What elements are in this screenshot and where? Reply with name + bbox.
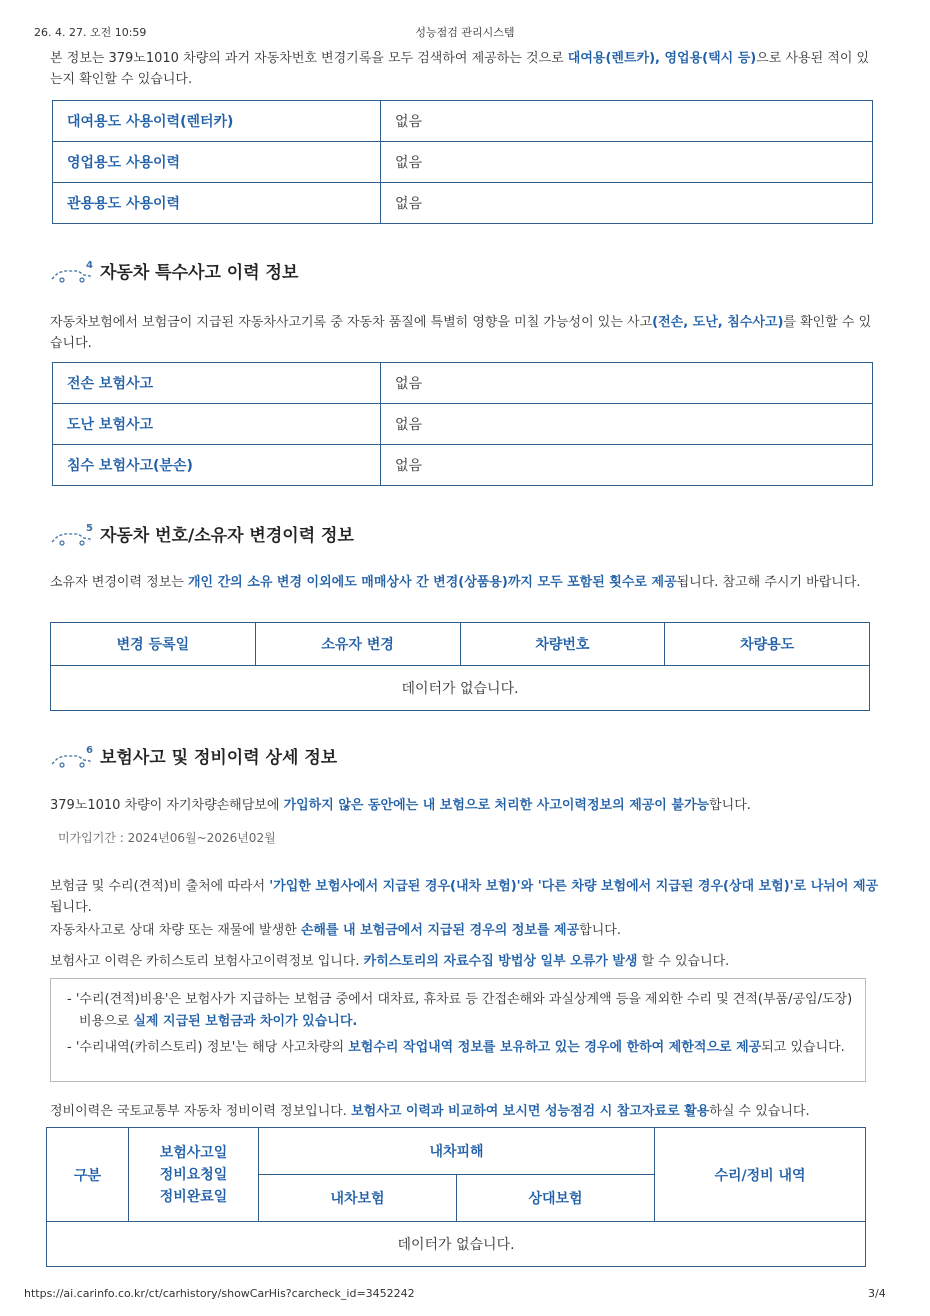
section-4-highlight: (전손, 도난, 침수사고) (652, 315, 784, 330)
section-6-text-end: 합니다. (709, 798, 751, 813)
section-5-title (50, 521, 354, 546)
section-4-paragraph (50, 312, 880, 354)
column-header-damage: 내차피해 (259, 1128, 655, 1175)
section-4-text-end: 를 확인할 수 있습니다. (50, 315, 872, 351)
third-party-paragraph (50, 920, 880, 941)
car-outline-icon (50, 522, 94, 546)
notice-highlight: 보험수리 작업내역 정보를 보유하고 있는 경우에 한하여 제한적으로 제공 (348, 1040, 762, 1055)
source-text-end: 됩니다. (50, 900, 92, 915)
date-label: 보험사고일 (159, 1144, 228, 1161)
notice-highlight: 실제 지급된 보험금과 차이가 있습니다. (133, 1014, 358, 1029)
section-6-highlight: 가입하지 않은 동안에는 내 보험으로 처리한 사고이력정보의 제공이 불가능 (283, 798, 710, 813)
row-label: 관용용도 사용이력 (53, 183, 381, 224)
car-outline-icon (50, 744, 94, 768)
table-header-row (47, 1128, 866, 1175)
notice-text-end: 되고 있습니다. (761, 1040, 845, 1055)
section-5-highlight: 개인 간의 소유 변경 이외에도 매매상사 간 변경(상품용)까지 모두 포함된 횟수로 제공 (187, 575, 677, 590)
table-row (53, 363, 873, 404)
column-header-dates (129, 1128, 259, 1222)
table-header-row (51, 623, 870, 666)
notice-text: - '수리(견적)비용'은 보험사가 지급하는 보험금 중에서 대차료, 휴차료 등 간접손해와 과실상계액 등을 제외한 수리 및 견적(부품/공임/도장) 비용으로 (67, 992, 853, 1029)
uninsured-period: 미가입기간 : 2024년06월~2026년02월 (58, 831, 276, 845)
section-5-text: 소유자 변경이력 정보는 (50, 575, 188, 590)
row-label: 영업용도 사용이력 (53, 142, 381, 183)
section-heading: 자동차 특수사고 이력 정보 (100, 263, 299, 283)
page-url: https://ai.carinfo.co.kr/ct/carhistory/showCarHis?carcheck_id=3452242 (24, 1287, 415, 1300)
row-value: 없음 (381, 142, 873, 183)
row-value: 없음 (381, 363, 873, 404)
insurance-source-paragraph (50, 876, 880, 918)
print-datetime: 26. 4. 27. 오전 10:59 (34, 26, 147, 39)
column-header: 차량용도 (665, 623, 870, 666)
source-highlight: '가입한 보험사에서 지급된 경우(내차 보험)'와 '다른 차량 보험에서 지급된 경우(상대 보험)'로 나뉘어 제공 (269, 879, 879, 894)
date-label: 정비완료일 (159, 1188, 228, 1205)
section-4-text: 자동차보험에서 보험금이 지급된 자동차사고기록 중 자동차 품질에 특별히 영향을 미칠 가능성이 있는 사고 (50, 315, 653, 330)
notice-box (50, 978, 866, 1082)
row-value: 없음 (381, 183, 873, 224)
section-number: 5 (86, 522, 93, 534)
maintenance-text-end: 하실 수 있습니다. (709, 1104, 810, 1119)
table-row (53, 183, 873, 224)
column-header-own: 내차보험 (259, 1175, 457, 1222)
table-row (53, 101, 873, 142)
intro-text-end: 으로 사용된 적이 있는지 확인할 수 있습니다. (50, 51, 870, 87)
page-header-title: 성능점검 관리시스템 (415, 26, 515, 39)
third-party-highlight: 손해를 내 보험금에서 지급된 경우의 정보를 제공 (300, 923, 580, 938)
table-row (53, 142, 873, 183)
empty-message: 데이터가 없습니다. (51, 666, 870, 711)
table-row (51, 666, 870, 711)
section-number: 4 (86, 259, 93, 271)
page-number: 3/4 (868, 1287, 886, 1300)
table-row (53, 445, 873, 486)
carhistory-text: 보험사고 이력은 카히스토리 보험사고이력정보 입니다. (50, 954, 364, 969)
carhistory-highlight: 카히스토리의 자료수집 방법상 일부 오류가 발생 (363, 954, 638, 969)
special-accident-table (52, 362, 873, 486)
table-row (47, 1222, 866, 1267)
row-label: 대여용도 사용이력(렌터카) (53, 101, 381, 142)
source-text: 보험금 및 수리(견적)비 출처에 따라서 (50, 879, 270, 894)
notice-item (63, 989, 855, 1033)
third-party-text: 자동차사고로 상대 차량 또는 재물에 발생한 (50, 923, 301, 938)
column-header: 소유자 변경 (255, 623, 460, 666)
maintenance-paragraph (50, 1101, 890, 1122)
column-header: 변경 등록일 (51, 623, 256, 666)
maintenance-highlight: 보험사고 이력과 비교하여 보시면 성능점검 시 참고자료로 활용 (351, 1104, 710, 1119)
section-4-title (50, 258, 298, 283)
row-label: 도난 보험사고 (53, 404, 381, 445)
section-5-paragraph (50, 572, 880, 593)
carhistory-paragraph (50, 951, 880, 972)
section-6-paragraph (50, 795, 880, 816)
maintenance-text: 정비이력은 국토교통부 자동차 정비이력 정보입니다. (50, 1104, 352, 1119)
notice-text: - '수리내역(카히스토리) 정보'는 해당 사고차량의 (67, 1040, 349, 1055)
section-heading: 보험사고 및 정비이력 상세 정보 (100, 748, 338, 768)
row-value: 없음 (381, 404, 873, 445)
row-value: 없음 (381, 101, 873, 142)
row-label: 전손 보험사고 (53, 363, 381, 404)
row-label: 침수 보험사고(분손) (53, 445, 381, 486)
column-header: 차량번호 (460, 623, 665, 666)
accident-maintenance-table (46, 1127, 866, 1267)
usage-history-table (52, 100, 873, 224)
table-row (53, 404, 873, 445)
intro-highlight: 대여용(렌트카), 영업용(택시 등) (567, 51, 757, 66)
section-5-text-end: 됩니다. 참고해 주시기 바랍니다. (676, 575, 861, 590)
intro-paragraph (50, 48, 880, 90)
notice-item (63, 1037, 855, 1059)
column-header-repair: 수리/정비 내역 (655, 1128, 866, 1222)
car-outline-icon (50, 259, 94, 283)
intro-text: 본 정보는 379노1010 차량의 과거 자동차번호 변경기록을 모두 검색하여 제공하는 것으로 (50, 51, 568, 66)
third-party-text-end: 합니다. (579, 923, 621, 938)
carhistory-text-end: 할 수 있습니다. (637, 954, 730, 969)
date-label: 정비요청일 (159, 1166, 228, 1183)
column-header-other: 상대보험 (457, 1175, 655, 1222)
section-6-title (50, 743, 337, 768)
column-header-gubun: 구분 (47, 1128, 129, 1222)
empty-message: 데이터가 없습니다. (47, 1222, 866, 1267)
section-6-text: 379노1010 차량이 자기차량손해담보에 (50, 798, 284, 813)
section-number: 6 (86, 744, 93, 756)
row-value: 없음 (381, 445, 873, 486)
owner-change-table (50, 622, 870, 711)
section-heading: 자동차 번호/소유자 변경이력 정보 (100, 526, 354, 546)
